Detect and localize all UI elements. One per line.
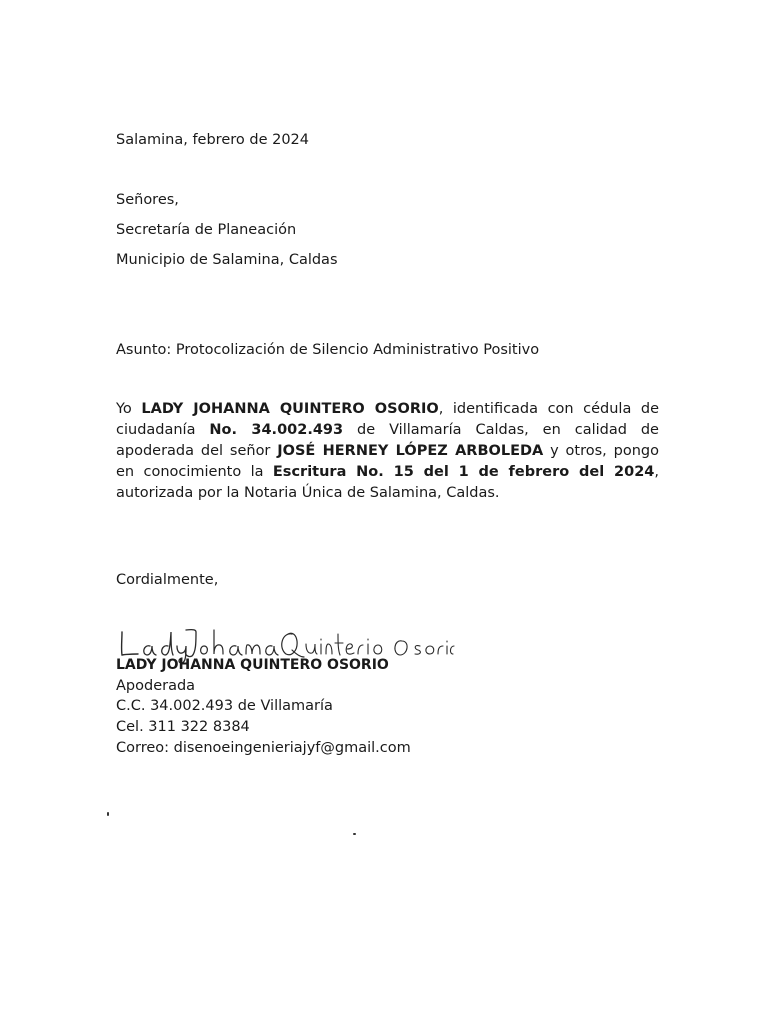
body-bold-deed: Escritura No. 15 del 1 de febrero del 2024 — [272, 464, 655, 480]
body-text-1: Yo — [116, 401, 142, 417]
body-text-3: de Villamaría Caldas, en calidad de apoderada del señor — [116, 422, 659, 459]
signer-id: C.C. 34.002.493 de Villamaría — [116, 698, 333, 714]
place-date: Salamina, febrero de 2024 — [116, 132, 310, 148]
signer-phone: Cel. 311 322 8384 — [116, 719, 250, 735]
scan-speck — [353, 833, 356, 835]
body-paragraph — [116, 399, 659, 504]
closing: Cordialmente, — [116, 572, 219, 588]
body-text-5: , autorizada por la Notaria Única de Salamina, Caldas. — [116, 464, 659, 501]
body-text-4: y otros, pongo en conocimiento la — [116, 443, 659, 480]
recipient-office: Secretaría de Planeación — [116, 222, 297, 238]
signer-email: Correo: disenoeingenieriajyf@gmail.com — [116, 740, 411, 756]
signer-role: Apoderada — [116, 678, 196, 694]
body-bold-client-name: JOSÉ HERNEY LÓPEZ ARBOLEDA — [277, 443, 544, 459]
signer-name: LADY JOHANNA QUINTERO OSORIO — [116, 657, 389, 673]
body-bold-id-number: No. 34.002.493 — [209, 422, 344, 438]
recipient-municipality: Municipio de Salamina, Caldas — [116, 252, 338, 268]
scan-speck — [107, 812, 109, 816]
subject-line: Asunto: Protocolización de Silencio Administrativo Positivo — [116, 342, 540, 358]
recipient-salutation: Señores, — [116, 192, 179, 208]
body-text-2: , identificada con cédula de ciudadanía — [116, 401, 660, 438]
body-bold-name: LADY JOHANNA QUINTERO OSORIO — [141, 401, 439, 417]
